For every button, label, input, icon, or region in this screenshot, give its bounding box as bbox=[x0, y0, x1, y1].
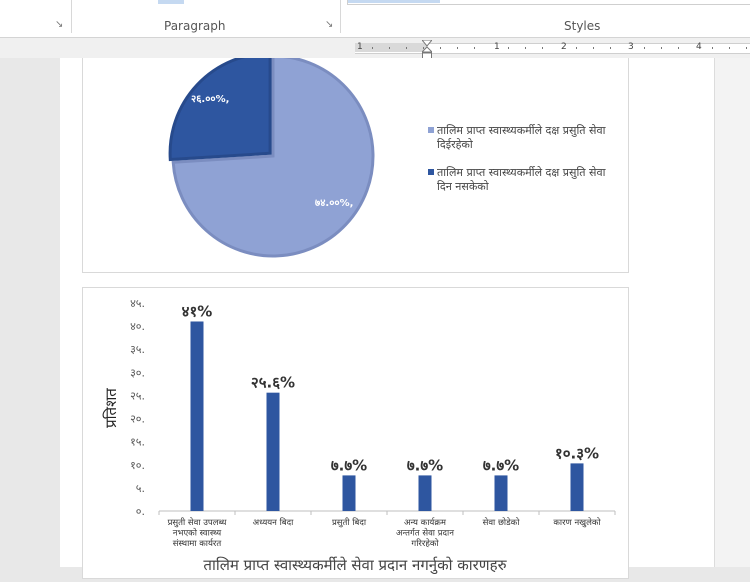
bar bbox=[267, 393, 280, 511]
bar-data-label: २५.६% bbox=[250, 373, 296, 392]
bar-chart-frame[interactable] bbox=[82, 287, 629, 579]
ruler-number: 3 bbox=[628, 42, 634, 52]
bar-chart bbox=[83, 288, 628, 578]
x-category-label: अन्तर्गत सेवा प्रदान bbox=[396, 528, 454, 539]
x-category-label: कारण नखुलेको bbox=[553, 518, 601, 528]
ruler-tick bbox=[746, 47, 747, 49]
ruler-tick bbox=[644, 47, 645, 49]
bar bbox=[495, 475, 508, 511]
dialog-launcher-icon[interactable]: ↘ bbox=[325, 19, 334, 30]
ruler-tick bbox=[406, 47, 407, 49]
pie-slice-trained-not-providing bbox=[170, 58, 270, 160]
ruler-tick bbox=[525, 47, 526, 49]
indent-marker-icon[interactable] bbox=[422, 40, 432, 60]
styles-gallery-selected[interactable] bbox=[348, 0, 440, 3]
ribbon-separator bbox=[71, 0, 72, 33]
legend-swatch-trained-not-providing bbox=[428, 169, 434, 175]
ruler-tick bbox=[440, 47, 441, 49]
ruler-number: 1 bbox=[494, 42, 500, 52]
ruler-tick bbox=[729, 47, 730, 49]
ruler-tick bbox=[661, 47, 662, 49]
bar bbox=[571, 463, 584, 511]
ruler-number: 4 bbox=[696, 42, 702, 52]
paragraph-group-label: Paragraph bbox=[164, 19, 226, 33]
bar bbox=[419, 475, 432, 511]
pie-chart-frame[interactable] bbox=[82, 58, 629, 273]
pie-chart bbox=[83, 58, 628, 272]
y-tick-label: ३५. bbox=[130, 343, 145, 357]
x-category-label: सेवा छोडेको bbox=[482, 518, 520, 528]
bar-data-label: ७.७% bbox=[406, 456, 444, 475]
legend-swatch-trained-providing bbox=[428, 127, 434, 133]
ruler-margin bbox=[355, 43, 427, 52]
ruler-number: 2 bbox=[561, 42, 567, 52]
ruler-tick bbox=[508, 47, 509, 49]
legend-label-trained-providing-line1: तालिम प्राप्त स्वास्थ्यकर्मीले दक्ष प्रसुति सेवा bbox=[437, 124, 606, 137]
bar bbox=[191, 321, 204, 511]
bar-data-label: ७.७% bbox=[330, 456, 368, 475]
x-category-label: गरिरहेको bbox=[411, 539, 439, 549]
ruler-tick bbox=[474, 47, 475, 49]
dialog-launcher-icon[interactable]: ↘ bbox=[55, 19, 64, 30]
y-tick-label: २०. bbox=[130, 412, 145, 426]
y-tick-label: १०. bbox=[130, 458, 145, 472]
bar-data-label: ७.७% bbox=[482, 456, 520, 475]
pie-data-label-26: २६.००%, bbox=[191, 94, 230, 105]
x-category-label: अध्ययन बिदा bbox=[252, 518, 294, 528]
ruler-tick bbox=[712, 47, 713, 49]
bar bbox=[343, 475, 356, 511]
ruler-number: 1 bbox=[357, 42, 363, 52]
ribbon-control-fragment[interactable] bbox=[158, 0, 184, 4]
x-category-label: नभएको स्वास्थ्य bbox=[172, 528, 222, 539]
bar-data-label: ४१% bbox=[181, 302, 213, 321]
bar-data-label: १०.३% bbox=[554, 444, 600, 463]
x-category-label: प्रसुती सेवा उपलब्ध bbox=[167, 518, 227, 528]
y-axis-label: प्रतिशत bbox=[102, 388, 120, 428]
y-tick-label: १५. bbox=[130, 435, 145, 449]
ribbon bbox=[0, 0, 750, 38]
ribbon-separator bbox=[340, 0, 341, 33]
ruler-tick bbox=[372, 47, 373, 49]
y-tick-label: २५. bbox=[130, 389, 145, 403]
legend-label-trained-not-providing-line2: दिन नसकेको bbox=[437, 180, 489, 193]
ruler-tick bbox=[593, 47, 594, 49]
y-tick-label: ४५. bbox=[130, 297, 145, 310]
x-category-label: प्रसुती बिदा bbox=[331, 518, 367, 528]
ruler-tick bbox=[542, 47, 543, 49]
document-margin-right bbox=[714, 58, 750, 567]
y-tick-label: ४०. bbox=[130, 320, 145, 334]
y-tick-label: ०. bbox=[135, 505, 145, 518]
ruler-tick bbox=[457, 47, 458, 49]
pie-data-label-74: ७४.००%, bbox=[315, 198, 354, 209]
ruler-tick bbox=[389, 47, 390, 49]
x-category-label: संस्थामा कार्यरत bbox=[172, 539, 222, 549]
x-category-label: अन्य कार्यक्रम bbox=[404, 518, 446, 528]
ruler-tick bbox=[576, 47, 577, 49]
legend-label-trained-not-providing-line1: तालिम प्राप्त स्वास्थ्यकर्मीले दक्ष प्रसुति सेवा bbox=[437, 166, 606, 179]
ruler-tick bbox=[678, 47, 679, 49]
legend-label-trained-providing-line2: दिईरहेको bbox=[437, 138, 473, 151]
styles-group-label: Styles bbox=[564, 19, 601, 33]
y-tick-label: ५. bbox=[135, 481, 145, 495]
chart-title: तालिम प्राप्त स्वास्थ्यकर्मीले सेवा प्रदान नगर्नुको कारणहरु bbox=[203, 556, 507, 574]
ruler-tick bbox=[610, 47, 611, 49]
y-tick-label: ३०. bbox=[130, 366, 145, 380]
